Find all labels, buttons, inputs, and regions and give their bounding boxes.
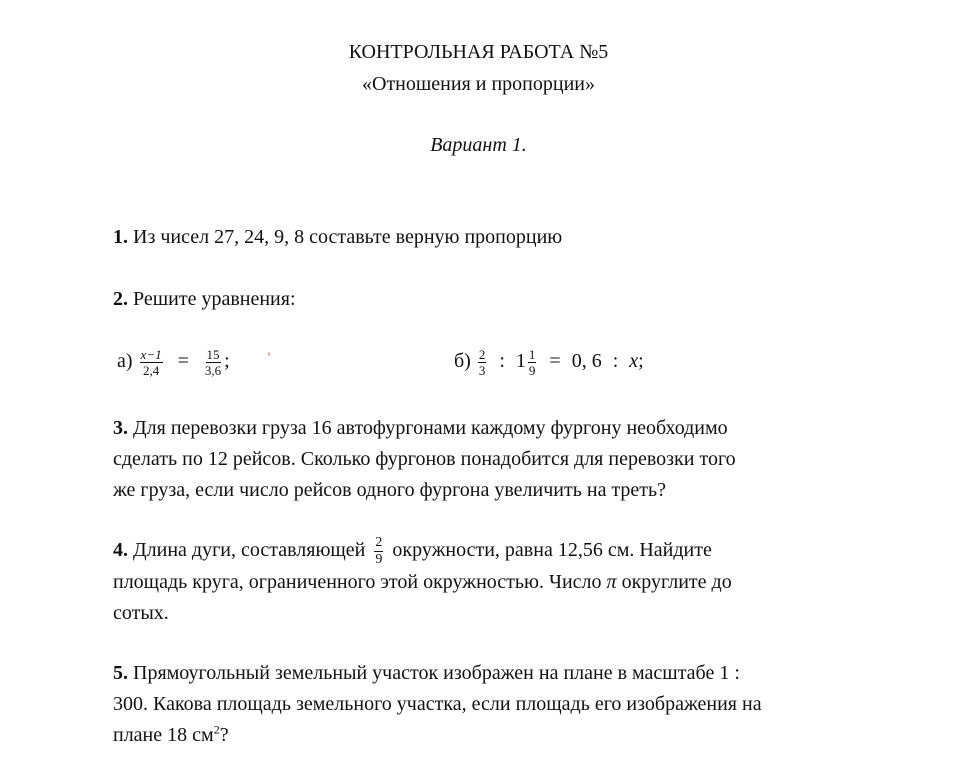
task-3-line-2: сделать по 12 рейсов. Сколько фургонов понадобится для перевозки того xyxy=(113,448,736,470)
task-4-text-2b: округлите до xyxy=(621,570,732,593)
fraction-two-ninths xyxy=(374,536,383,567)
variant-label: Вариант 1. xyxy=(430,134,527,156)
superscript-2: 2 xyxy=(213,722,220,737)
task-3-text-1: Для перевозки груза 16 автофургонами каждому фургону необходимо xyxy=(133,417,728,439)
task-3 xyxy=(113,413,873,506)
task-4-text-pre: Длина дуги, составляющей xyxy=(133,539,366,561)
fraction-b-mixed xyxy=(528,348,537,377)
red-marker: ᵏ xyxy=(268,350,271,360)
fraction-denominator: 3,6 xyxy=(204,362,222,378)
task-4-text-2a: площадь круга, ограниченного этой окружностью. Число xyxy=(113,570,602,593)
task-4-number: 4. xyxy=(113,539,128,561)
equation-b-label: б) xyxy=(454,350,471,372)
task-4-text-post: окружности, равна 12,56 см. Найдите xyxy=(392,539,712,561)
fraction-numerator: x−1 xyxy=(140,346,162,362)
equation-a-label: а) xyxy=(117,350,133,372)
task-5-number: 5. xyxy=(113,662,128,684)
colon-sign: : xyxy=(499,350,505,372)
task-4-line-1 xyxy=(113,535,873,567)
fraction-denominator: 9 xyxy=(375,551,383,567)
task-1-text: Из чисел 27, 24, 9, 8 составьте верную пропорцию xyxy=(133,226,563,248)
pi-symbol: π xyxy=(606,570,617,593)
page-title: КОНТРОЛЬНАЯ РАБОТА №5 xyxy=(348,41,609,63)
mixed-whole: 1 xyxy=(515,350,526,372)
task-5-line-2: 300. Какова площадь земельного участка, если площадь его изображения на xyxy=(113,693,762,715)
page-subtitle: «Отношения и пропорции» xyxy=(362,73,595,95)
equation-a xyxy=(117,346,230,377)
task-1 xyxy=(113,222,873,253)
fraction-numerator: 2 xyxy=(478,346,486,362)
task-3-number: 3. xyxy=(113,417,128,439)
task-4-line-3: сотых. xyxy=(113,601,169,624)
task-4-line-2 xyxy=(113,567,873,598)
task-5-text-3b: ? xyxy=(219,724,229,746)
task-2-number: 2. xyxy=(113,288,128,310)
fraction-numerator: 15 xyxy=(206,346,220,362)
fraction-numerator: 1 xyxy=(528,346,536,362)
variable-x: x xyxy=(629,350,639,372)
task-2 xyxy=(113,284,873,315)
equals-sign: = xyxy=(549,350,561,372)
task-3-line-3: же груза, если число рейсов одного фургона увеличить на треть? xyxy=(113,479,667,501)
task-1-number: 1. xyxy=(113,226,128,248)
task-5-line-3 xyxy=(113,720,873,751)
fraction-rhs-a xyxy=(204,348,222,377)
task-4 xyxy=(113,535,873,629)
fraction-denominator: 3 xyxy=(478,362,486,378)
task-5 xyxy=(113,658,873,751)
fraction-numerator: 2 xyxy=(375,534,383,550)
task-2-text: Решите уравнения: xyxy=(133,288,296,310)
semicolon: ; xyxy=(224,350,230,372)
colon-sign: : xyxy=(612,350,619,372)
fraction-b-1 xyxy=(478,348,487,377)
value: 0, 6 xyxy=(571,350,602,372)
semicolon: ; xyxy=(638,350,644,372)
fraction-lhs-a xyxy=(140,348,163,377)
equation-b xyxy=(454,346,644,377)
equals-sign: = xyxy=(177,350,189,372)
task-5-text-1: Прямоугольный земельный участок изображен на плане в масштабе 1 : xyxy=(133,662,740,684)
task-3-line-1 xyxy=(113,413,873,444)
task-5-line-1 xyxy=(113,658,873,689)
fraction-denominator: 9 xyxy=(528,362,536,378)
task-5-text-3a: плане 18 см xyxy=(113,724,214,746)
fraction-denominator: 2,4 xyxy=(142,362,160,378)
